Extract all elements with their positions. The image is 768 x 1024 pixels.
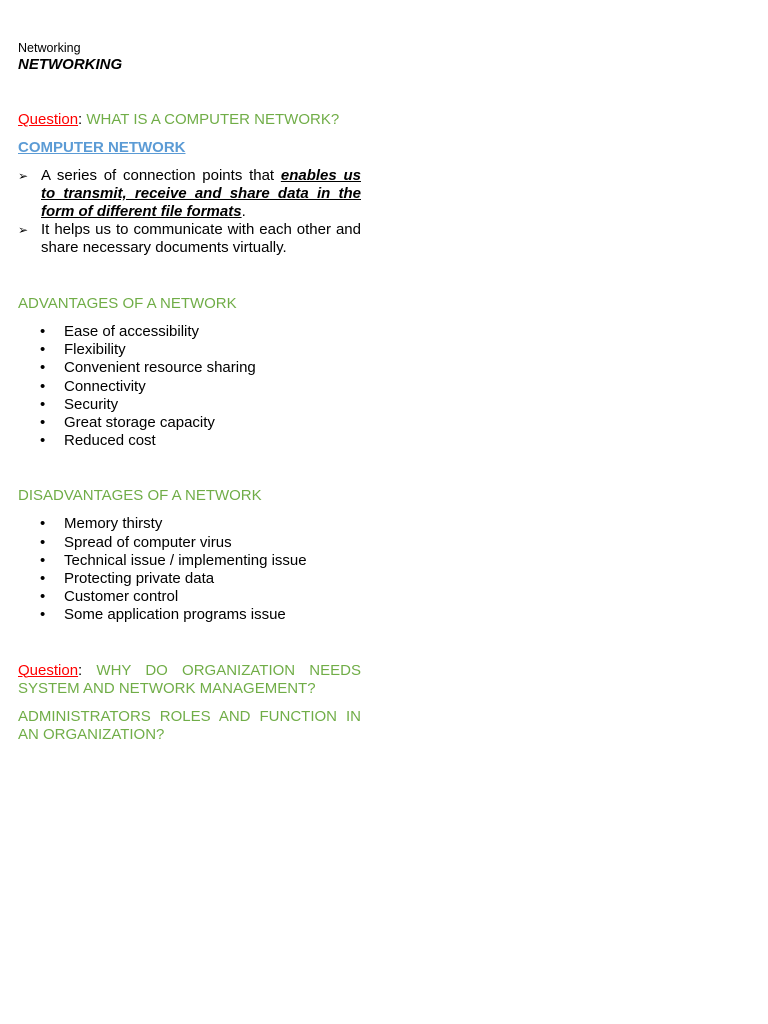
advantages-list	[18, 323, 361, 450]
disadvantages-list	[18, 515, 361, 624]
list-item	[18, 341, 361, 359]
question-1	[18, 111, 361, 129]
list-item	[18, 515, 361, 533]
bullet-dot-icon: •	[40, 570, 46, 588]
computer-network-heading: COMPUTER NETWORK	[18, 139, 186, 156]
bullet-dot-icon: •	[40, 341, 46, 359]
list-item	[18, 167, 361, 221]
list-item-text: Memory thirsty	[64, 515, 163, 533]
question-text: WHY DO ORGANIZATION NEEDS SYSTEM AND NETWORK MANAGEMENT?	[18, 661, 361, 697]
bullet-dot-icon: •	[40, 606, 46, 624]
question-colon: :	[78, 661, 83, 679]
advantages-heading: ADVANTAGES OF A NETWORK	[18, 295, 237, 312]
arrow-bullet-icon: ➢	[18, 223, 29, 237]
list-item-period: .	[241, 203, 246, 220]
bullet-dot-icon: •	[40, 359, 46, 377]
list-item-text: Security	[64, 395, 119, 413]
list-item-text: Customer control	[64, 588, 179, 606]
document-page	[18, 40, 361, 744]
question-colon: :	[78, 111, 83, 128]
list-item-text: It helps us to communicate with each other and share necessary documents virtually.	[41, 221, 361, 256]
bullet-dot-icon: •	[40, 551, 46, 569]
arrow-bullet-icon: ➢	[18, 169, 29, 183]
list-item-text: Convenient resource sharing	[64, 359, 256, 377]
list-item	[18, 606, 361, 624]
list-item-text: Spread of computer virus	[64, 533, 232, 551]
list-item-text: Great storage capacity	[64, 414, 215, 432]
question-label: Question	[18, 661, 79, 679]
list-item-text: Some application programs issue	[64, 606, 286, 624]
list-item	[18, 323, 361, 341]
list-item	[18, 552, 361, 570]
bullet-dot-icon: •	[40, 414, 46, 432]
list-item-text: Reduced cost	[64, 432, 156, 450]
list-item	[18, 588, 361, 606]
computer-network-list	[18, 167, 361, 257]
question-label: Question	[18, 111, 79, 128]
list-item	[18, 534, 361, 552]
list-item	[18, 378, 361, 396]
list-item-text: Ease of accessibility	[64, 323, 200, 340]
list-item-emphasis: enables us to transmit, receive and share data in the form of different file formats	[41, 167, 361, 220]
question-3: ADMINISTRATORS ROLES AND FUNCTION IN AN ORGANIZATION?	[18, 707, 361, 743]
bullet-dot-icon: •	[40, 515, 46, 533]
bullet-dot-icon: •	[40, 395, 46, 413]
disadvantages-heading: DISADVANTAGES OF A NETWORK	[18, 487, 262, 505]
bullet-dot-icon: •	[40, 323, 46, 340]
list-item	[18, 396, 361, 414]
question-2	[18, 662, 361, 698]
list-item-text: Flexibility	[64, 341, 126, 359]
bullet-dot-icon: •	[40, 377, 46, 395]
header-big-title: NETWORKING	[18, 56, 123, 73]
list-item	[18, 359, 361, 377]
bullet-dot-icon: •	[40, 533, 46, 551]
list-item	[18, 432, 361, 450]
list-item	[18, 221, 361, 257]
bullet-dot-icon: •	[40, 588, 46, 606]
list-item	[18, 414, 361, 432]
header-small-title: Networking	[18, 41, 81, 55]
question-text: WHAT IS A COMPUTER NETWORK?	[82, 111, 340, 128]
list-item-text: Technical issue / implementing issue	[64, 551, 307, 569]
list-item	[18, 570, 361, 588]
list-item-text: Connectivity	[64, 377, 146, 395]
list-item-text: Protecting private data	[64, 570, 215, 588]
list-item-text: A series of connection points that	[41, 167, 281, 184]
bullet-dot-icon: •	[40, 432, 46, 450]
